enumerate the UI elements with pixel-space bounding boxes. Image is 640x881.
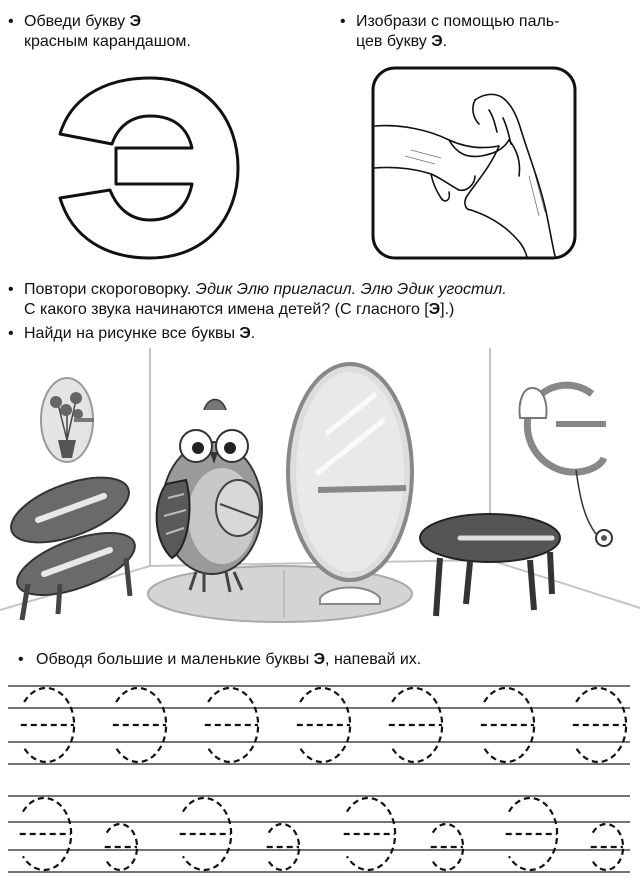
task5-letter: Э (313, 651, 326, 668)
room-illustration (0, 348, 640, 638)
chair-letters (3, 464, 143, 620)
tracing-letter-small (431, 824, 463, 870)
task4-text: Найди на рисунке все буквы (24, 325, 240, 342)
tracing-letter-big (20, 798, 71, 870)
task4-letter: Э (239, 325, 251, 342)
tracing-letter-big (573, 688, 626, 762)
task3-line2 (24, 300, 454, 320)
owl-icon (157, 400, 262, 593)
tongue-twister: Эдик Элю пригласил. Элю Эдик угостил. (195, 281, 507, 298)
tracing-letter-big (180, 798, 231, 870)
hand-gesture-icon (371, 66, 577, 260)
task3-question: С какого звука начинаются имена детей? (С гласного [ (24, 301, 429, 318)
tracing-letter-small (267, 824, 299, 870)
tracing-letter-big (344, 798, 395, 870)
table-letter (420, 514, 560, 616)
tracing-letter-big (506, 798, 557, 870)
task2-line1: Изобрази с помощью паль- (356, 13, 560, 30)
tracing-letter-big (205, 688, 258, 762)
task3-bullet: • (8, 281, 14, 298)
task1-letter: Э (129, 13, 141, 30)
task2-letter: Э (431, 33, 443, 50)
task3-letter: Э (428, 301, 441, 318)
task5-rest: , напевай их. (325, 651, 422, 668)
task3-close: ].) (440, 301, 455, 318)
task1-bullet: • (8, 13, 14, 30)
task2-bullet: • (340, 13, 346, 30)
task3-line1 (24, 280, 507, 300)
flower-vase-icon (41, 378, 94, 462)
tracing-letter-small (105, 824, 137, 870)
task4-bullet: • (8, 325, 14, 342)
tracing-row-2 (0, 780, 640, 880)
task4-period: . (250, 325, 256, 342)
task5-line (36, 650, 421, 670)
tracing-letter-big (481, 688, 534, 762)
task2-line2 (356, 32, 447, 52)
task1-text: Обведи букву (24, 13, 130, 30)
task5-bullet: • (18, 651, 24, 668)
tracing-letter-big (389, 688, 442, 762)
tracing-row-1 (0, 676, 640, 776)
task2-text: цев букву (356, 33, 432, 50)
task5-text: Обводя большие и маленькие буквы (36, 651, 314, 668)
tracing-letter-big (21, 688, 74, 762)
task1-line2: красным карандашом. (24, 33, 191, 50)
task4-line (24, 324, 255, 344)
tracing-letter-small (591, 824, 623, 870)
task3-text: Повтори скороговорку. (24, 281, 196, 298)
big-letter-outline (50, 72, 246, 262)
task1-line1 (24, 12, 141, 32)
tracing-letter-big (113, 688, 166, 762)
task2-period: . (442, 33, 448, 50)
tracing-letter-big (297, 688, 350, 762)
